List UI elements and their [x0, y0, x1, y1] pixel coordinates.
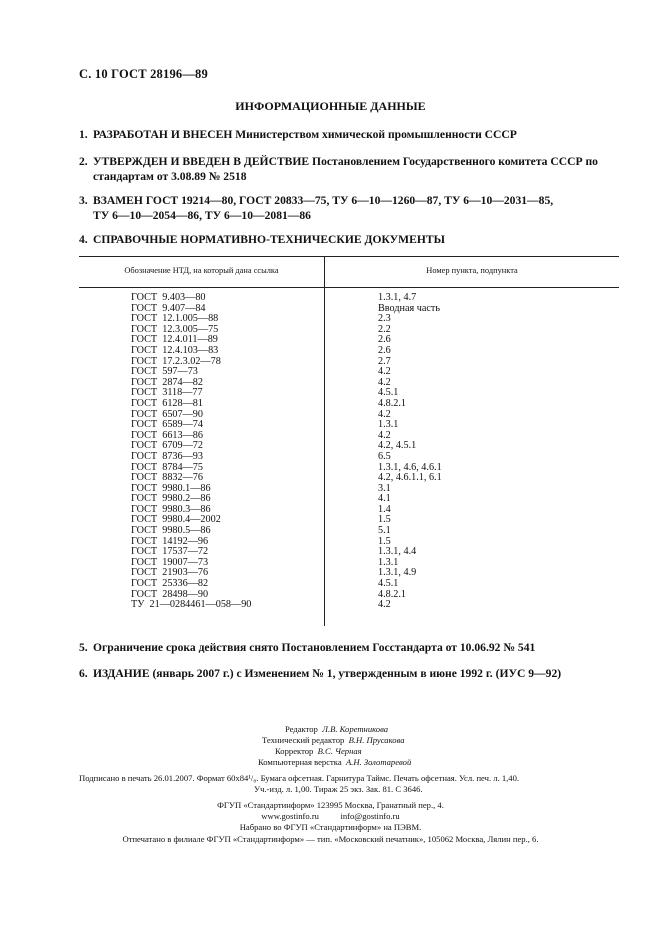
info-item-4 — [79, 232, 619, 247]
print-info-line1: Подписано в печать 26.01.2007. Формат 60х84¹/₈. Бумага офсетная. Гарнитура Таймс. Печать офсетная. Усл. печ. л. 1,40. — [79, 773, 520, 783]
ntd-designation: ГОСТ 9980.1—86 — [131, 482, 211, 494]
credit-editor — [285, 724, 388, 735]
ntd-designation: ГОСТ 6128—81 — [131, 397, 203, 409]
table-row — [79, 346, 619, 357]
ntd-clause: 4.2 — [378, 429, 391, 441]
item-number: 6. — [79, 667, 88, 680]
ntd-designation: ГОСТ 597—73 — [131, 366, 198, 378]
credit-name: В.С. Черная — [317, 746, 362, 756]
ntd-designation: ГОСТ 12.4.103—83 — [131, 344, 219, 356]
publisher-typeset: Набрано во ФГУП «Стандартинформ» на ПЭВМ. — [239, 822, 422, 833]
info-item-2 — [79, 154, 619, 184]
credit-corrector — [275, 746, 362, 757]
ntd-clause: 1.3.1, 4.4 — [378, 546, 417, 558]
ntd-designation: ГОСТ 17537—72 — [131, 546, 209, 558]
table-row — [79, 293, 619, 304]
ntd-clause: 1.3.1 — [378, 419, 399, 431]
ntd-clause: 2.6 — [378, 344, 391, 356]
ntd-designation: ТУ 21—0284461—058—90 — [131, 599, 252, 611]
info-item-6 — [79, 666, 619, 681]
ntd-designation: ГОСТ 9980.2—86 — [131, 493, 211, 505]
ntd-clause: 4.5.1 — [378, 387, 399, 399]
ntd-designation: ГОСТ 9980.5—86 — [131, 525, 211, 537]
ntd-clause: 1.4 — [378, 503, 391, 515]
item-number: 1. — [79, 128, 88, 141]
credit-name: Л.В. Коретникова — [322, 724, 389, 734]
ntd-designation: ГОСТ 12.1.005—88 — [131, 313, 219, 325]
publisher-contacts — [0, 811, 661, 822]
item-text: Ограничение срока действия снято Постановлением Госстандарта от 10.06.92 № 541 — [93, 641, 536, 654]
item-number: 2. — [79, 155, 88, 168]
ntd-clause: 4.2, 4.5.1 — [378, 440, 417, 452]
ntd-clause: 4.2 — [378, 376, 391, 388]
item-text: ИЗДАНИЕ (январь 2007 г.) с Изменением № 1, утвержденным в июне 1992 г. (ИУС 9—92) — [93, 667, 562, 680]
ntd-designation: ГОСТ 9980.4—2002 — [131, 514, 221, 526]
ntd-clause: 4.8.2.1 — [378, 588, 407, 600]
ntd-clause: 4.2 — [378, 599, 391, 611]
print-info-line2: Уч.-изд. л. 1,00. Тираж 25 экз. Зак. 81. С 3646. — [254, 784, 423, 795]
item-text: РАЗРАБОТАН И ВНЕСЕН Министерством химической промышленности СССР — [93, 128, 517, 141]
section-title: ИНФОРМАЦИОННЫЕ ДАННЫЕ — [235, 99, 426, 113]
info-item-1 — [79, 127, 619, 142]
ntd-clause: 1.3.1, 4.6, 4.6.1 — [378, 461, 442, 473]
ntd-table-header — [79, 256, 619, 288]
ntd-designation: ГОСТ 14192—96 — [131, 535, 209, 547]
ntd-designation: ГОСТ 17.2.3.02—78 — [131, 355, 221, 367]
ntd-clause: 2.7 — [378, 355, 391, 367]
ntd-clause: 4.2 — [378, 366, 391, 378]
ntd-designation: ГОСТ 8832—76 — [131, 472, 203, 484]
ntd-clause: 4.5.1 — [378, 578, 399, 590]
table-row — [79, 399, 619, 410]
ntd-designation: ГОСТ 6589—74 — [131, 419, 203, 431]
ntd-clause: 4.2 — [378, 408, 391, 420]
ntd-clause: 1.3.1, 4.7 — [378, 292, 417, 303]
ntd-designation: ГОСТ 25336—82 — [131, 578, 209, 590]
ntd-clause: 3.1 — [378, 482, 391, 494]
ntd-clause: 1.5 — [378, 514, 391, 526]
table-row — [79, 452, 619, 463]
credit-layout — [258, 757, 411, 768]
ntd-designation: ГОСТ 19007—73 — [131, 556, 209, 568]
ntd-designation: ГОСТ 9980.3—86 — [131, 503, 211, 515]
ntd-designation: ГОСТ 12.4.011—89 — [131, 334, 218, 346]
ntd-clause: 1.3.1 — [378, 556, 399, 568]
ntd-clause: 5.1 — [378, 525, 391, 537]
ntd-designation: ГОСТ 12.3.005—75 — [131, 323, 219, 335]
ntd-clause: 4.2, 4.6.1.1, 6.1 — [378, 472, 442, 484]
table-row — [79, 600, 619, 611]
ntd-table — [79, 256, 619, 288]
credit-role: Редактор — [285, 724, 318, 734]
item-number: 3. — [79, 194, 88, 207]
ntd-clause: 2.3 — [378, 313, 391, 325]
item-text-cont: ТУ 6—10—2054—86, ТУ 6—10—2081—86 — [93, 209, 311, 222]
credit-tech-editor — [262, 735, 405, 746]
ntd-designation: ГОСТ 3118—77 — [131, 387, 203, 399]
credit-role: Компьютерная верстка — [258, 757, 342, 767]
publisher-email: info@gostinfo.ru — [340, 811, 400, 822]
item-number: 5. — [79, 641, 88, 654]
page-header: С. 10 ГОСТ 28196—89 — [79, 67, 208, 81]
info-item-3 — [79, 193, 619, 223]
ntd-clause: 1.5 — [378, 535, 391, 547]
ntd-clause: Вводная часть — [378, 302, 440, 314]
credit-role: Технический редактор — [262, 735, 345, 745]
item-text: УТВЕРЖДЕН И ВВЕДЕН В ДЕЙСТВИЕ Постановлением Государственного комитета СССР по — [93, 155, 598, 168]
ntd-clause: 6.5 — [378, 450, 391, 462]
ntd-designation: ГОСТ 8736—93 — [131, 450, 203, 462]
publisher-printed: Отпечатано в филиале ФГУП «Стандартинформ» — тип. «Московский печатник», 105062 Москва, Лялин пер., 6. — [122, 833, 539, 844]
item-text-cont: стандартам от 3.08.89 № 2518 — [93, 170, 247, 183]
ntd-designation: ГОСТ 28498—90 — [131, 588, 209, 600]
ntd-clause: 2.2 — [378, 323, 391, 335]
publisher-info — [0, 800, 661, 845]
ntd-designation: ГОСТ 9.403—80 — [131, 292, 206, 303]
item-number: 4. — [79, 233, 88, 246]
ntd-designation: ГОСТ 2874—82 — [131, 376, 203, 388]
ntd-designation: ГОСТ 6709—72 — [131, 440, 203, 452]
publisher-site: www.gostinfo.ru — [261, 811, 319, 822]
credit-role: Корректор — [275, 746, 314, 756]
credit-name: А.Н. Золотаревой — [345, 757, 412, 767]
item-text: ВЗАМЕН ГОСТ 19214—80, ГОСТ 20833—75, ТУ 6—10—1260—87, ТУ 6—10—2031—85, — [93, 194, 554, 207]
ntd-clause: 1.3.1, 4.9 — [378, 567, 417, 579]
col-header-clause: Номер пункта, подпункта — [426, 266, 518, 275]
ntd-table-body — [79, 293, 619, 611]
ntd-clause: 4.8.2.1 — [378, 397, 407, 409]
item-text: СПРАВОЧНЫЕ НОРМАТИВНО-ТЕХНИЧЕСКИЕ ДОКУМЕНТЫ — [93, 233, 445, 246]
ntd-designation: ГОСТ 21903—76 — [131, 567, 209, 579]
ntd-designation: ГОСТ 6613—86 — [131, 429, 203, 441]
ntd-designation: ГОСТ 6507—90 — [131, 408, 203, 420]
ntd-clause: 2.6 — [378, 334, 391, 346]
credit-name: В.Н. Прусакова — [348, 735, 405, 745]
publisher-address: ФГУП «Стандартинформ» 123995 Москва, Гранатный пер., 4. — [217, 800, 444, 810]
ntd-clause: 4.1 — [378, 493, 391, 505]
col-header-designation: Обозначение НТД, на который дана ссылка — [124, 266, 279, 275]
ntd-designation: ГОСТ 8784—75 — [131, 461, 203, 473]
print-info — [79, 773, 519, 795]
ntd-designation: ГОСТ 9.407—84 — [131, 302, 206, 314]
info-item-5 — [79, 640, 619, 655]
